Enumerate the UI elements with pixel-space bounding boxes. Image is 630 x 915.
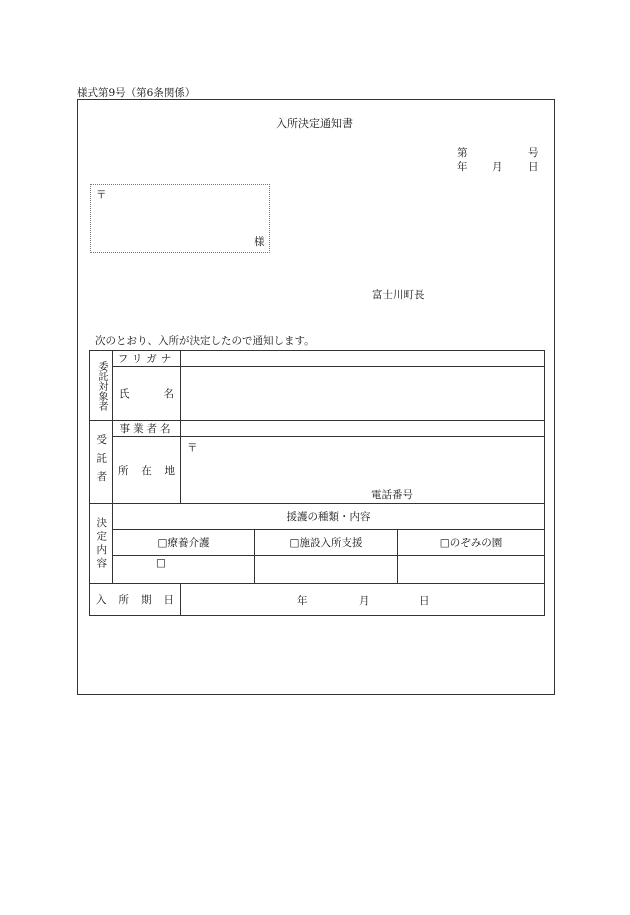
nyusho-label-1: 入 — [96, 594, 107, 606]
jigyosha-field[interactable] — [181, 421, 545, 437]
nyusho-label-2: 所 — [118, 594, 129, 606]
option-other-checkbox: □ — [156, 557, 166, 569]
intro-text: 次のとおり、入所が決定したので通知します。 — [95, 335, 315, 347]
option-shisetsu: □施設入所支援 — [289, 537, 363, 549]
nyusho-label-4: 日 — [163, 594, 174, 606]
jigyosha-label-cell — [113, 421, 181, 437]
furigana-field[interactable] — [181, 351, 545, 367]
address-label-1: 所 — [118, 464, 129, 477]
kettei-group-label-cell — [90, 504, 113, 584]
itaku-group-label: 委託対象者 — [96, 360, 107, 411]
option-other-field-2[interactable] — [255, 556, 398, 584]
kettei-heading-cell — [113, 504, 545, 530]
name-label-cell — [113, 367, 181, 421]
postal-mark: 〒 — [96, 189, 107, 201]
nyusho-day: 日 — [419, 595, 430, 607]
date-year: 年 — [457, 161, 468, 173]
address-label-2: 在 — [141, 464, 152, 477]
number-go: 号 — [528, 147, 539, 159]
furigana-label: フリガナ — [117, 353, 176, 365]
jutaku-group-label-cell — [90, 421, 113, 504]
option-ryoyo: □療養介護 — [157, 537, 210, 549]
form-number-label: 様式第9号（第6条関係） — [77, 87, 196, 99]
option-other-field-3[interactable] — [398, 556, 545, 584]
nyusho-month: 月 — [359, 595, 370, 607]
sama-suffix: 様 — [254, 236, 265, 248]
recipient-address-box[interactable] — [90, 184, 270, 253]
date-day: 日 — [528, 161, 539, 173]
kettei-heading: 援護の種類・内容 — [286, 511, 371, 523]
furigana-label-cell — [113, 351, 181, 367]
itaku-group-label-cell — [90, 351, 113, 421]
name-field[interactable] — [181, 367, 545, 421]
option-shisetsu-cell[interactable] — [255, 530, 398, 556]
nyusho-label-cell — [90, 584, 181, 616]
name-label-1: 氏 — [119, 388, 130, 400]
address-label-3: 地 — [164, 464, 175, 477]
date-month: 月 — [492, 161, 503, 173]
nyusho-label-3: 期 — [141, 594, 152, 606]
address-label-cell — [113, 437, 181, 504]
option-nozomi: □のぞみの園 — [439, 537, 503, 549]
number-dai: 第 — [457, 147, 468, 159]
option-ryoyo-cell[interactable] — [113, 530, 255, 556]
postal-mark: 〒 — [187, 442, 198, 454]
jigyosha-label: 事業者名 — [119, 423, 174, 435]
option-nozomi-cell[interactable] — [398, 530, 545, 556]
jutaku-group-label: 受託者 — [95, 434, 108, 490]
nyusho-year: 年 — [297, 595, 308, 607]
phone-label: 電話番号 — [371, 489, 413, 501]
decision-table — [89, 350, 545, 616]
address-field[interactable] — [181, 437, 545, 504]
name-label-2: 名 — [163, 388, 174, 400]
nyusho-date-field[interactable] — [181, 584, 545, 616]
kettei-group-label: 決定内容 — [95, 516, 108, 571]
issuer-name: 富士川町長 — [372, 289, 425, 301]
option-other-cell[interactable] — [113, 556, 255, 584]
document-title: 入所決定通知書 — [276, 117, 353, 130]
